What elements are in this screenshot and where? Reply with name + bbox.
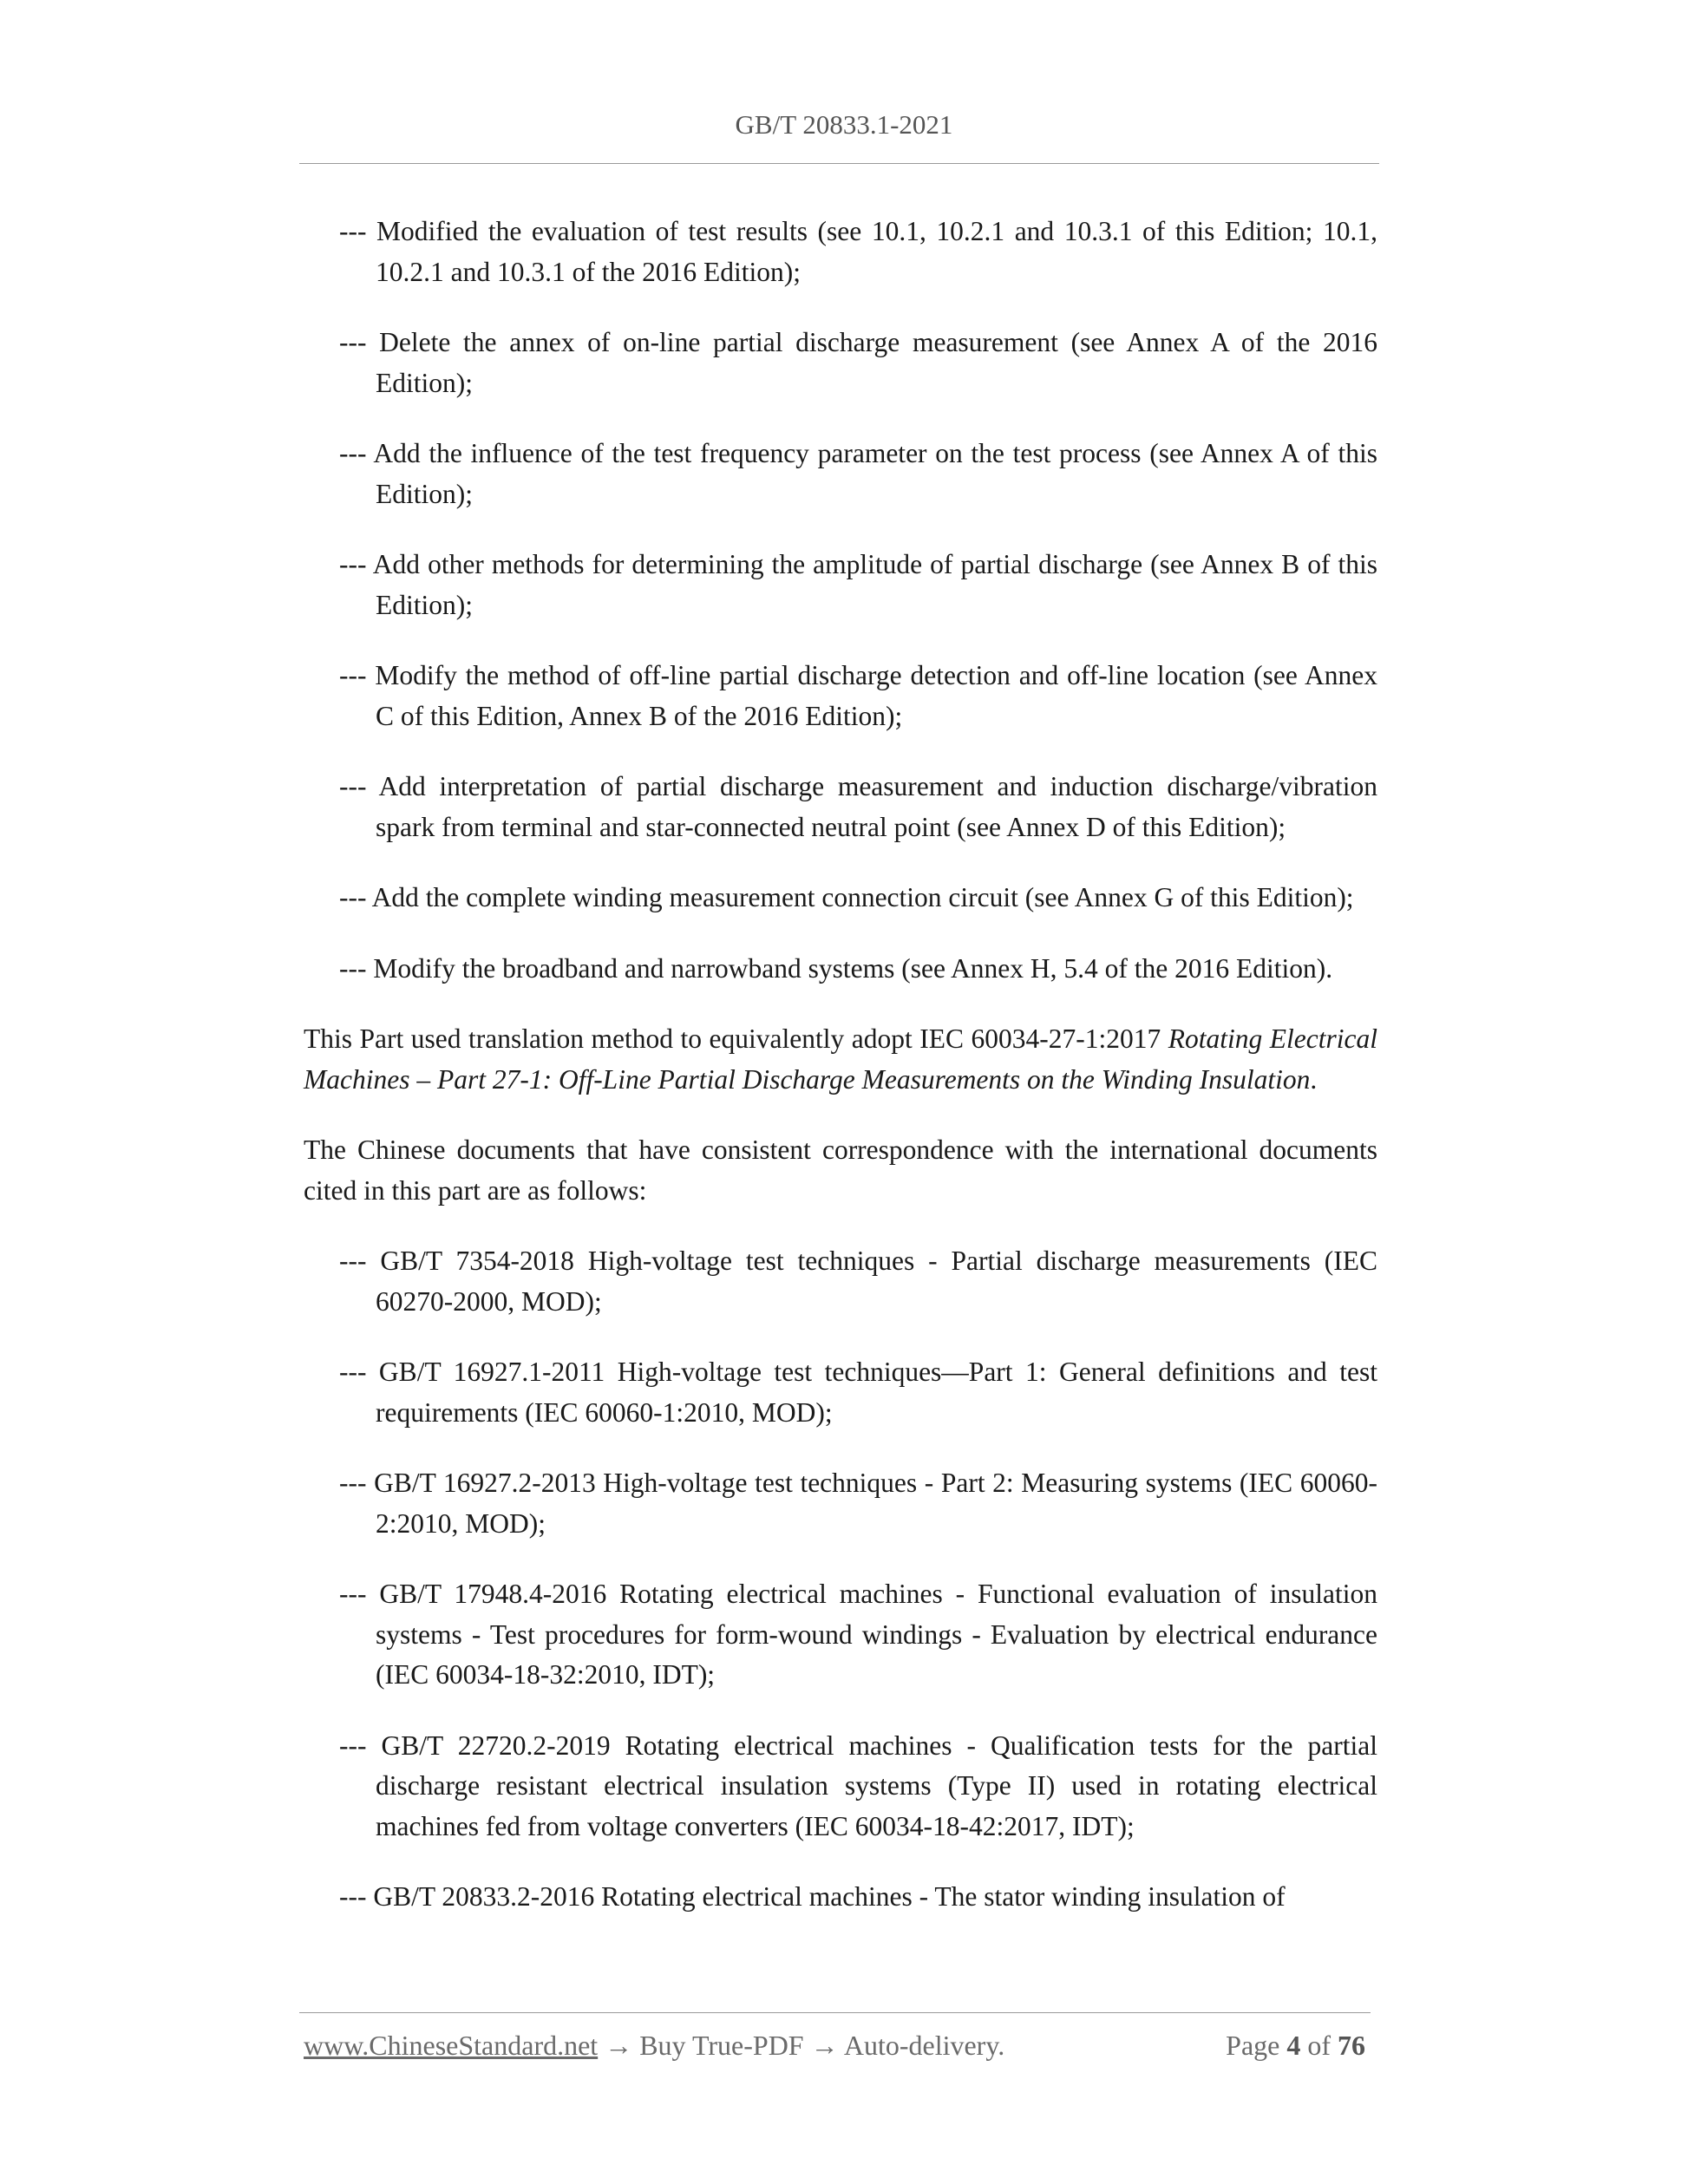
- change-item-7: --- Add the complete winding measurement connection circuit (see Annex G of this Edition);: [339, 882, 1354, 912]
- page-number: 4: [1286, 2030, 1301, 2061]
- change-item-8: --- Modify the broadband and narrowband systems (see Annex H, 5.4 of the 2016 Edition).: [339, 952, 1333, 984]
- adopted-standard-title: Rotating Electrical Machines – Part 27-1: Off-Line Partial Discharge Measurements on the Winding Insulation: [304, 1023, 1377, 1095]
- reference-item-5: --- GB/T 22720.2-2019 Rotating electrical machines - Qualification tests for the partial discharge resistant electrical insulation systems (Type II) used in rotating electrical machines fed from voltage converters (IEC 60034-18-42:2017, IDT);: [339, 1730, 1377, 1841]
- header-divider: [299, 163, 1379, 164]
- footer-promo: [304, 2030, 1004, 2062]
- correspondence-intro: The Chinese documents that have consistent correspondence with the international documents cited in this part are as follows:: [304, 1135, 1377, 1206]
- reference-item-6: --- GB/T 20833.2-2016 Rotating electrical machines - The stator winding insulation of: [339, 1881, 1286, 1912]
- page-label: Page: [1226, 2030, 1280, 2061]
- site-link[interactable]: www.ChineseStandard.net: [304, 2030, 599, 2061]
- change-item-4: --- Add other methods for determining the amplitude of partial discharge (see Annex B of this Edition);: [339, 549, 1377, 620]
- page-header-title: GB/T 20833.1-2021: [735, 109, 953, 140]
- change-item-5: --- Modify the method of off-line partial discharge detection and off-line location (see Annex C of this Edition, Annex B of the 2016 Edition);: [339, 660, 1377, 731]
- adoption-prefix: This Part used translation method to equivalently adopt IEC 60034-27-1:2017: [304, 1023, 1168, 1054]
- adoption-suffix: .: [1310, 1063, 1318, 1095]
- change-item-1: --- Modified the evaluation of test results (see 10.1, 10.2.1 and 10.3.1 of this Edition; 10.1, 10.2.1 and 10.3.1 of the 2016 Edition);: [339, 216, 1377, 287]
- adoption-paragraph: [304, 1019, 1377, 1100]
- change-item-3: --- Add the influence of the test frequency parameter on the test process (see Annex A of this Edition);: [339, 438, 1377, 509]
- footer-divider: [299, 2012, 1371, 2013]
- page-total: 76: [1338, 2030, 1365, 2061]
- change-item-6: --- Add interpretation of partial discharge measurement and induction discharge/vibration spark from terminal and star-connected neutral point (see Annex D of this Edition);: [339, 771, 1377, 842]
- reference-item-3: --- GB/T 16927.2-2013 High-voltage test techniques - Part 2: Measuring systems (IEC 60060-2:2010, MOD);: [339, 1468, 1377, 1539]
- reference-item-1: --- GB/T 7354-2018 High-voltage test techniques - Partial discharge measurements (IEC 60270-2000, MOD);: [339, 1246, 1377, 1317]
- promo-text: → Buy True-PDF → Auto-delivery.: [598, 2030, 1005, 2061]
- of-label: of: [1307, 2030, 1331, 2061]
- reference-item-4: --- GB/T 17948.4-2016 Rotating electrical machines - Functional evaluation of insulation systems - Test procedures for form-wound windings - Evaluation by electrical endurance (IEC 60034-18-32:2010, IDT);: [339, 1579, 1377, 1690]
- document-body: [304, 212, 1377, 1948]
- change-item-2: --- Delete the annex of on-line partial discharge measurement (see Annex A of the 2016 Edition);: [339, 327, 1377, 398]
- reference-item-2: --- GB/T 16927.1-2011 High-voltage test techniques—Part 1: General definitions and test requirements (IEC 60060-1:2010, MOD);: [339, 1357, 1377, 1428]
- page-indicator: [1226, 2030, 1365, 2062]
